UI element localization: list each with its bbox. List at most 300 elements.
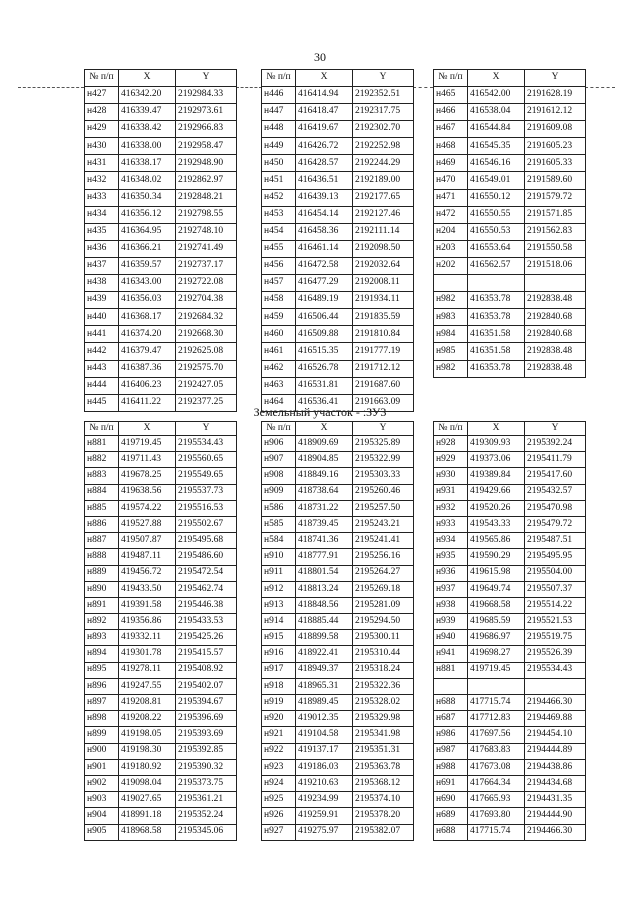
table-row (262, 581, 414, 597)
table-row (85, 138, 237, 155)
point-id-cell: н585 (262, 516, 296, 532)
x-coordinate-cell: 419719.45 (119, 436, 176, 452)
point-id-cell: н688 (434, 824, 468, 840)
x-coordinate-cell: 419012.35 (296, 711, 353, 727)
header-row (85, 70, 237, 87)
point-id-cell: н470 (434, 172, 468, 189)
y-coordinate-cell: 2194466.30 (525, 695, 586, 711)
y-coordinate-cell: 2195260.46 (353, 484, 414, 500)
point-id-cell: н455 (262, 240, 296, 257)
point-id-cell: н461 (262, 343, 296, 360)
x-coordinate-cell: 416506.44 (296, 309, 353, 326)
x-coordinate-cell: 419186.03 (296, 759, 353, 775)
point-id-cell: н912 (262, 581, 296, 597)
point-id-cell: н458 (262, 292, 296, 309)
point-id-cell: н892 (85, 614, 119, 630)
table-row (85, 792, 237, 808)
point-id-cell: н938 (434, 597, 468, 613)
y-coordinate-cell: 2194434.68 (525, 775, 586, 791)
point-id-cell: н891 (85, 597, 119, 613)
point-id-cell: н886 (85, 516, 119, 532)
x-coordinate-cell: 416562.57 (468, 257, 525, 274)
x-coordinate-cell: 418949.37 (296, 662, 353, 678)
table-row (434, 275, 586, 292)
x-coordinate-cell: 419668.58 (468, 597, 525, 613)
y-coordinate-cell: 2191712.12 (353, 360, 414, 377)
point-id-cell: н899 (85, 727, 119, 743)
x-coordinate-cell: 419027.65 (119, 792, 176, 808)
point-id-cell: н447 (262, 104, 296, 121)
y-coordinate-cell: 2195329.98 (353, 711, 414, 727)
point-id-cell: н921 (262, 727, 296, 743)
point-id-cell: н882 (85, 452, 119, 468)
x-coordinate-cell: 419373.06 (468, 452, 525, 468)
header-row (434, 422, 586, 436)
y-coordinate-cell: 2192189.00 (353, 172, 414, 189)
table-row (434, 678, 586, 694)
table-row (85, 257, 237, 274)
y-coordinate-cell: 2191605.33 (525, 155, 586, 172)
table-row (262, 775, 414, 791)
x-coordinate-cell: 419685.59 (468, 614, 525, 630)
y-coordinate-cell: 2195396.69 (176, 711, 237, 727)
x-coordinate-cell: 419389.84 (468, 468, 525, 484)
x-coordinate-cell: 418965.31 (296, 678, 353, 694)
table-row (262, 189, 414, 206)
table-row (85, 104, 237, 121)
point-id-cell: н884 (85, 484, 119, 500)
y-coordinate-cell (525, 678, 586, 694)
table-row (85, 309, 237, 326)
y-coordinate-cell: 2191518.06 (525, 257, 586, 274)
table-row (434, 223, 586, 240)
point-id-cell: н456 (262, 257, 296, 274)
y-coordinate-cell: 2195374.10 (353, 792, 414, 808)
x-coordinate-cell: 419356.86 (119, 614, 176, 630)
table-row (262, 646, 414, 662)
section-title: Земельный участок - :ЗУ3 (253, 405, 387, 419)
y-coordinate-cell: 2192748.10 (176, 223, 237, 240)
id-column-header: № п/п (434, 422, 468, 436)
point-id-cell: н586 (262, 500, 296, 516)
y-coordinate-cell: 2192127.46 (353, 206, 414, 223)
y-coordinate-cell: 2191609.08 (525, 121, 586, 138)
y-coordinate-cell: 2195378.20 (353, 808, 414, 824)
y-coordinate-cell: 2195394.67 (176, 695, 237, 711)
y-coordinate-cell: 2191571.85 (525, 206, 586, 223)
point-id-cell: н463 (262, 377, 296, 394)
table-row (262, 394, 414, 411)
point-id-cell: н936 (434, 565, 468, 581)
x-coordinate-cell: 418904.85 (296, 452, 353, 468)
y-coordinate-cell: 2192862.97 (176, 172, 237, 189)
x-coordinate-cell: 416342.20 (119, 87, 176, 104)
table-row (434, 121, 586, 138)
table-row (262, 87, 414, 104)
point-id-cell: н472 (434, 206, 468, 223)
y-coordinate-cell: 2195526.39 (525, 646, 586, 662)
y-coordinate-cell: 2195417.60 (525, 468, 586, 484)
point-id-cell: н883 (85, 468, 119, 484)
x-coordinate-cell: 418968.58 (119, 824, 176, 840)
y-coordinate-cell: 2195382.07 (353, 824, 414, 840)
y-coordinate-cell: 2195264.27 (353, 565, 414, 581)
x-coordinate-cell: 417665.93 (468, 792, 525, 808)
x-coordinate-cell: 419137.17 (296, 743, 353, 759)
table-row (262, 343, 414, 360)
table-row (85, 824, 237, 840)
x-coordinate-cell: 419180.92 (119, 759, 176, 775)
point-id-cell: н466 (434, 104, 468, 121)
point-id-cell: н467 (434, 121, 468, 138)
y-coordinate-cell: 2195241.41 (353, 533, 414, 549)
point-id-cell: н940 (434, 630, 468, 646)
x-column-header: X (296, 422, 353, 436)
table-row (262, 711, 414, 727)
point-id-cell: н890 (85, 581, 119, 597)
y-coordinate-cell: 2192177.65 (353, 189, 414, 206)
x-coordinate-cell: 419208.22 (119, 711, 176, 727)
y-coordinate-cell: 2195514.22 (525, 597, 586, 613)
y-coordinate-cell: 2195345.06 (176, 824, 237, 840)
table-row (85, 662, 237, 678)
point-id-cell: н452 (262, 189, 296, 206)
table-row (85, 646, 237, 662)
y-coordinate-cell: 2195487.51 (525, 533, 586, 549)
table-row (85, 775, 237, 791)
y-coordinate-cell: 2195537.73 (176, 484, 237, 500)
x-coordinate-cell: 416426.72 (296, 138, 353, 155)
table-row (434, 468, 586, 484)
x-coordinate-cell: 418885.44 (296, 614, 353, 630)
y-coordinate-cell: 2194444.89 (525, 743, 586, 759)
x-coordinate-cell: 417683.83 (468, 743, 525, 759)
x-coordinate-cell: 419259.91 (296, 808, 353, 824)
y-coordinate-cell: 2192973.61 (176, 104, 237, 121)
x-coordinate-cell: 419698.27 (468, 646, 525, 662)
point-id-cell: н895 (85, 662, 119, 678)
table-row (434, 189, 586, 206)
table-row (434, 662, 586, 678)
id-column-header: № п/п (85, 422, 119, 436)
table-row (262, 309, 414, 326)
x-coordinate-cell: 417664.34 (468, 775, 525, 791)
y-coordinate-cell: 2195257.50 (353, 500, 414, 516)
table-row (262, 257, 414, 274)
table-row (85, 155, 237, 172)
table-row (434, 138, 586, 155)
x-coordinate-cell: 419098.04 (119, 775, 176, 791)
y-coordinate-cell: 2195462.74 (176, 581, 237, 597)
point-id-cell: н898 (85, 711, 119, 727)
table-row (434, 792, 586, 808)
y-coordinate-cell: 2195408.92 (176, 662, 237, 678)
point-id-cell: н939 (434, 614, 468, 630)
header-row (434, 70, 586, 87)
x-coordinate-cell: 416419.67 (296, 121, 353, 138)
y-coordinate-cell: 2195373.75 (176, 775, 237, 791)
y-coordinate-cell: 2195411.79 (525, 452, 586, 468)
y-coordinate-cell: 2192575.70 (176, 360, 237, 377)
table-row (85, 581, 237, 597)
y-coordinate-cell: 2192244.29 (353, 155, 414, 172)
y-coordinate-cell: 2192302.70 (353, 121, 414, 138)
y-coordinate-cell: 2195392.85 (176, 743, 237, 759)
point-id-cell: н916 (262, 646, 296, 662)
x-coordinate-cell: 419527.88 (119, 516, 176, 532)
y-coordinate-cell: 2194444.90 (525, 808, 586, 824)
y-coordinate-cell: 2195318.24 (353, 662, 414, 678)
y-coordinate-cell: 2192684.32 (176, 309, 237, 326)
x-coordinate-cell: 416454.14 (296, 206, 353, 223)
y-coordinate-cell: 2191663.09 (353, 394, 414, 411)
y-coordinate-cell: 2192984.33 (176, 87, 237, 104)
point-id-cell: н449 (262, 138, 296, 155)
point-id-cell: н907 (262, 452, 296, 468)
point-id-cell: н435 (85, 223, 119, 240)
x-coordinate-cell: 418922.41 (296, 646, 353, 662)
y-coordinate-cell: 2195472.54 (176, 565, 237, 581)
point-id-cell: н937 (434, 581, 468, 597)
table-row (85, 484, 237, 500)
y-coordinate-cell: 2195495.95 (525, 549, 586, 565)
x-coordinate-cell: 416353.78 (468, 360, 525, 377)
point-id-cell: н462 (262, 360, 296, 377)
x-coordinate-cell: 419649.74 (468, 581, 525, 597)
table-row (434, 360, 586, 377)
y-coordinate-cell: 2195516.53 (176, 500, 237, 516)
table-row (262, 377, 414, 394)
y-coordinate-cell: 2195549.65 (176, 468, 237, 484)
x-coordinate-cell: 418899.58 (296, 630, 353, 646)
table-row (434, 104, 586, 121)
x-coordinate-cell: 416550.55 (468, 206, 525, 223)
point-id-cell: н688 (434, 695, 468, 711)
coordinate-table-top-1 (84, 69, 237, 412)
table-row (262, 275, 414, 292)
y-coordinate-cell: 2191579.72 (525, 189, 586, 206)
table-row (434, 206, 586, 223)
x-coordinate-cell: 418813.24 (296, 581, 353, 597)
table-row (85, 727, 237, 743)
y-coordinate-cell: 2192948.90 (176, 155, 237, 172)
y-coordinate-cell: 2192838.48 (525, 343, 586, 360)
point-id-cell: н987 (434, 743, 468, 759)
page-number: 30 (314, 50, 326, 64)
x-coordinate-cell: 419574.22 (119, 500, 176, 516)
table-row (262, 484, 414, 500)
point-id-cell: н442 (85, 343, 119, 360)
point-id-cell: н888 (85, 549, 119, 565)
y-coordinate-cell: 2195502.67 (176, 516, 237, 532)
x-coordinate-cell: 416366.21 (119, 240, 176, 257)
x-coordinate-cell: 416538.04 (468, 104, 525, 121)
table-row (85, 711, 237, 727)
x-coordinate-cell: 418738.64 (296, 484, 353, 500)
x-coordinate-cell: 416546.16 (468, 155, 525, 172)
point-id-cell: н911 (262, 565, 296, 581)
point-id-cell: н932 (434, 500, 468, 516)
table-row (262, 549, 414, 565)
y-coordinate-cell: 2192008.11 (353, 275, 414, 292)
point-id-cell: н915 (262, 630, 296, 646)
point-id-cell: н903 (85, 792, 119, 808)
table-row (434, 240, 586, 257)
x-column-header: X (468, 422, 525, 436)
table-row (85, 549, 237, 565)
point-id-cell: н881 (434, 662, 468, 678)
y-coordinate-cell: 2194454.10 (525, 727, 586, 743)
point-id-cell: н984 (434, 326, 468, 343)
y-coordinate-cell: 2195446.38 (176, 597, 237, 613)
table-row (262, 172, 414, 189)
point-id-cell: н933 (434, 516, 468, 532)
point-id-cell: н904 (85, 808, 119, 824)
table-row (262, 533, 414, 549)
y-coordinate-cell: 2191777.19 (353, 343, 414, 360)
x-coordinate-cell: 419198.30 (119, 743, 176, 759)
y-coordinate-cell: 2191589.60 (525, 172, 586, 189)
y-coordinate-cell: 2195328.02 (353, 695, 414, 711)
x-coordinate-cell: 416356.03 (119, 292, 176, 309)
y-coordinate-cell: 2192741.49 (176, 240, 237, 257)
x-coordinate-cell: 419301.78 (119, 646, 176, 662)
point-id-cell: н923 (262, 759, 296, 775)
x-coordinate-cell: 419565.86 (468, 533, 525, 549)
x-coordinate-cell: 416428.57 (296, 155, 353, 172)
point-id-cell: н469 (434, 155, 468, 172)
point-id-cell: н925 (262, 792, 296, 808)
point-id-cell: н985 (434, 343, 468, 360)
x-coordinate-cell: 419686.97 (468, 630, 525, 646)
y-coordinate-cell: 2195415.57 (176, 646, 237, 662)
table-row (434, 695, 586, 711)
x-coordinate-cell: 416356.12 (119, 206, 176, 223)
table-row (262, 792, 414, 808)
point-id-cell: н691 (434, 775, 468, 791)
table-row (434, 452, 586, 468)
point-id-cell: н931 (434, 484, 468, 500)
point-id-cell: н930 (434, 468, 468, 484)
x-coordinate-cell: 419678.25 (119, 468, 176, 484)
y-coordinate-cell: 2195470.98 (525, 500, 586, 516)
x-coordinate-cell: 419615.98 (468, 565, 525, 581)
x-coordinate-cell: 416526.78 (296, 360, 353, 377)
y-coordinate-cell: 2191810.84 (353, 326, 414, 343)
x-coordinate-cell: 419638.56 (119, 484, 176, 500)
table-row (262, 630, 414, 646)
table-row (434, 533, 586, 549)
point-id-cell (434, 678, 468, 694)
y-coordinate-cell: 2192848.21 (176, 189, 237, 206)
x-coordinate-cell: 418848.56 (296, 597, 353, 613)
x-coordinate-cell: 416379.47 (119, 343, 176, 360)
y-coordinate-cell: 2195534.43 (176, 436, 237, 452)
y-coordinate-cell: 2195322.99 (353, 452, 414, 468)
table-row (434, 808, 586, 824)
x-coordinate-cell: 416542.00 (468, 87, 525, 104)
table-row (262, 565, 414, 581)
x-coordinate-cell: 419487.11 (119, 549, 176, 565)
point-id-cell: н450 (262, 155, 296, 172)
point-id-cell: н894 (85, 646, 119, 662)
dashed-rule-right (585, 87, 615, 88)
y-coordinate-cell (525, 275, 586, 292)
point-id-cell: н432 (85, 172, 119, 189)
dashed-rule-left (18, 87, 84, 88)
x-coordinate-cell (468, 678, 525, 694)
point-id-cell: н917 (262, 662, 296, 678)
table-row (262, 292, 414, 309)
y-coordinate-cell: 2195351.31 (353, 743, 414, 759)
x-coordinate-cell: 416338.42 (119, 121, 176, 138)
point-id-cell: н428 (85, 104, 119, 121)
y-coordinate-cell: 2195519.75 (525, 630, 586, 646)
coordinate-table-top-2 (261, 69, 414, 412)
table-row (434, 87, 586, 104)
x-coordinate-cell: 418741.36 (296, 533, 353, 549)
y-coordinate-cell: 2195425.26 (176, 630, 237, 646)
y-coordinate-cell: 2192625.08 (176, 343, 237, 360)
y-coordinate-cell: 2195495.68 (176, 533, 237, 549)
y-coordinate-cell: 2192840.68 (525, 326, 586, 343)
table-row (434, 727, 586, 743)
table-row (434, 436, 586, 452)
x-coordinate-cell: 416477.29 (296, 275, 353, 292)
table-row (85, 121, 237, 138)
point-id-cell: н433 (85, 189, 119, 206)
table-row (85, 565, 237, 581)
x-column-header: X (119, 422, 176, 436)
point-id-cell: н430 (85, 138, 119, 155)
point-id-cell: н906 (262, 436, 296, 452)
y-coordinate-cell: 2191835.59 (353, 309, 414, 326)
header-row (85, 422, 237, 436)
x-coordinate-cell: 416489.19 (296, 292, 353, 309)
x-coordinate-cell: 416553.64 (468, 240, 525, 257)
y-coordinate-cell: 2195243.21 (353, 516, 414, 532)
x-column-header: X (296, 70, 353, 87)
table-row (85, 533, 237, 549)
x-coordinate-cell: 419590.29 (468, 549, 525, 565)
table-row (434, 630, 586, 646)
y-coordinate-cell: 2191612.12 (525, 104, 586, 121)
point-id-cell: н924 (262, 775, 296, 791)
x-coordinate-cell: 416536.41 (296, 394, 353, 411)
x-coordinate-cell: 419711.43 (119, 452, 176, 468)
point-id-cell: н918 (262, 678, 296, 694)
point-id-cell: н202 (434, 257, 468, 274)
point-id-cell: н203 (434, 240, 468, 257)
x-coordinate-cell: 416436.51 (296, 172, 353, 189)
table-row (262, 597, 414, 613)
x-coordinate-cell: 416387.36 (119, 360, 176, 377)
table-row (262, 452, 414, 468)
table-row (434, 292, 586, 309)
x-coordinate-cell: 419456.72 (119, 565, 176, 581)
y-coordinate-cell: 2195479.72 (525, 516, 586, 532)
point-id-cell: н934 (434, 533, 468, 549)
table-row (262, 138, 414, 155)
x-coordinate-cell: 416353.78 (468, 309, 525, 326)
table-row (85, 808, 237, 824)
y-coordinate-cell: 2192098.50 (353, 240, 414, 257)
table-row (85, 695, 237, 711)
x-coordinate-cell: 416509.88 (296, 326, 353, 343)
point-id-cell: н465 (434, 87, 468, 104)
x-coordinate-cell: 416515.35 (296, 343, 353, 360)
point-id-cell: н928 (434, 436, 468, 452)
